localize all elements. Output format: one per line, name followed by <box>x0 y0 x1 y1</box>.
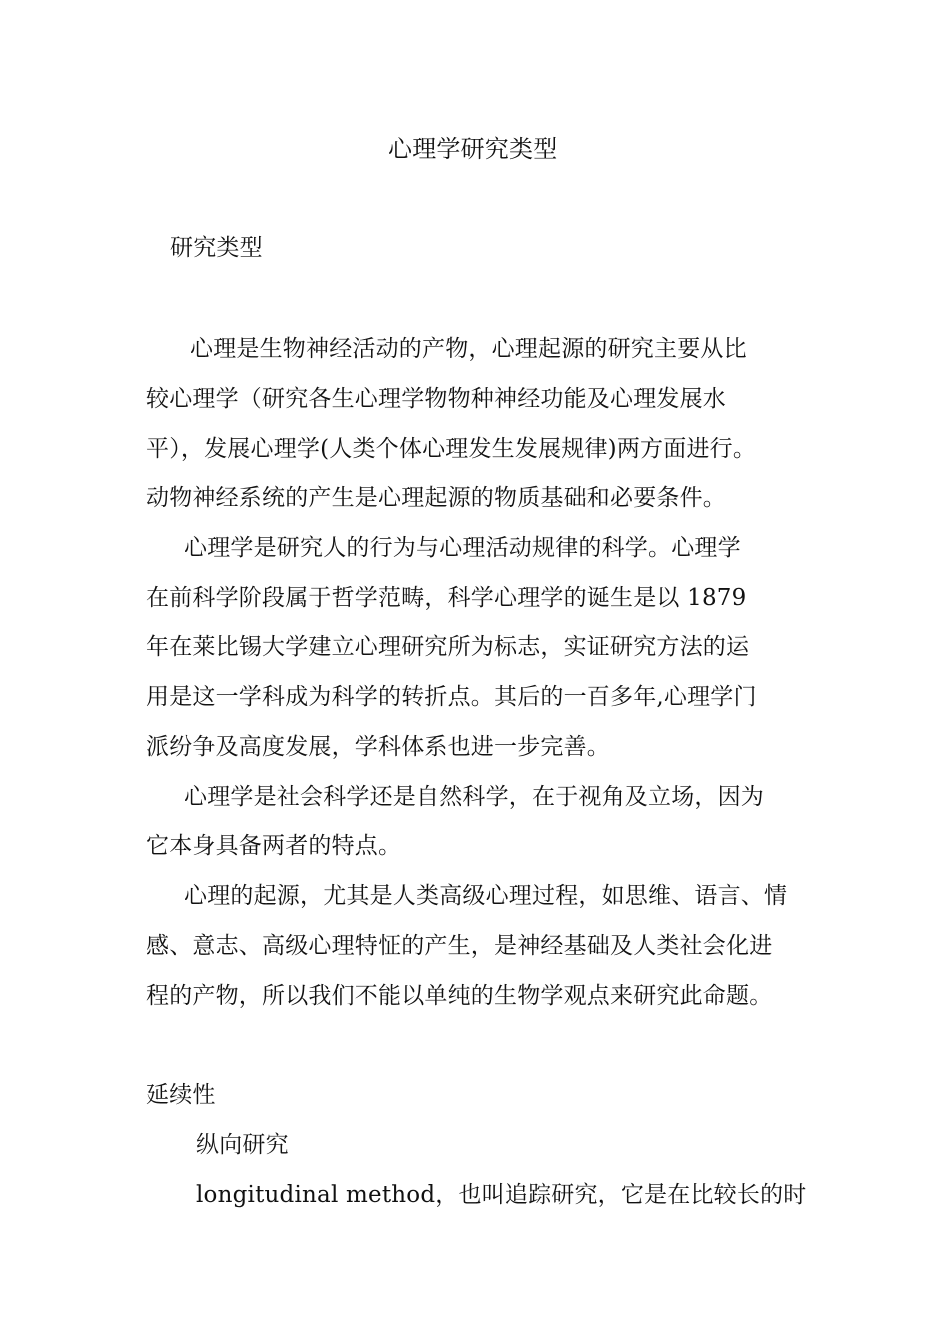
subsection-heading: 延续性 <box>146 1082 216 1108</box>
paragraph-line: 平），发展心理学(人类个体心理发生发展规律)两方面进行。 <box>146 436 757 462</box>
paragraph-line: 心理学是社会科学还是自然科学，在于视角及立场，因为 <box>184 784 764 810</box>
subsubsection-heading: 纵向研究 <box>196 1132 289 1158</box>
document-title: 心理学研究类型 <box>388 135 558 163</box>
paragraph-line: 它本身具备两者的特点。 <box>146 833 402 859</box>
paragraph-line: 心理的起源，尤其是人类高级心理过程，如思维、语言、情 <box>184 883 788 909</box>
section-heading: 研究类型 <box>170 235 263 261</box>
paragraph-line: 年在莱比锡大学建立心理研究所为标志，实证研究方法的运 <box>146 634 750 660</box>
paragraph-line: 感、意志、高级心理特怔的产生，是神经基础及人类社会化进 <box>146 933 773 959</box>
paragraph-line: 较心理学（研究各生心理学物物种神经功能及心理发展水 <box>146 386 726 412</box>
paragraph-line: 在前科学阶段属于哲学范畴，科学心理学的诞生是以 1879 <box>146 585 747 611</box>
paragraph-line: 动物神经系统的产生是心理起源的物质基础和必要条件。 <box>146 485 726 511</box>
paragraph-line: 派纷争及高度发展，学科体系也进一步完善。 <box>146 734 610 760</box>
paragraph-line: 程的产物，所以我们不能以单纯的生物学观点来研究此命题。 <box>146 983 773 1009</box>
paragraph-line: 心理学是研究人的行为与心理活动规律的科学。心理学 <box>184 535 741 561</box>
paragraph-line: 用是这一学科成为科学的转折点。其后的一百多年,心理学门 <box>146 684 757 710</box>
final-paragraph-line: longitudinal method，也叫追踪研究，它是在比较长的时 <box>196 1182 807 1208</box>
paragraph-line: 心理是生物神经活动的产物，心理起源的研究主要从比 <box>190 336 747 362</box>
